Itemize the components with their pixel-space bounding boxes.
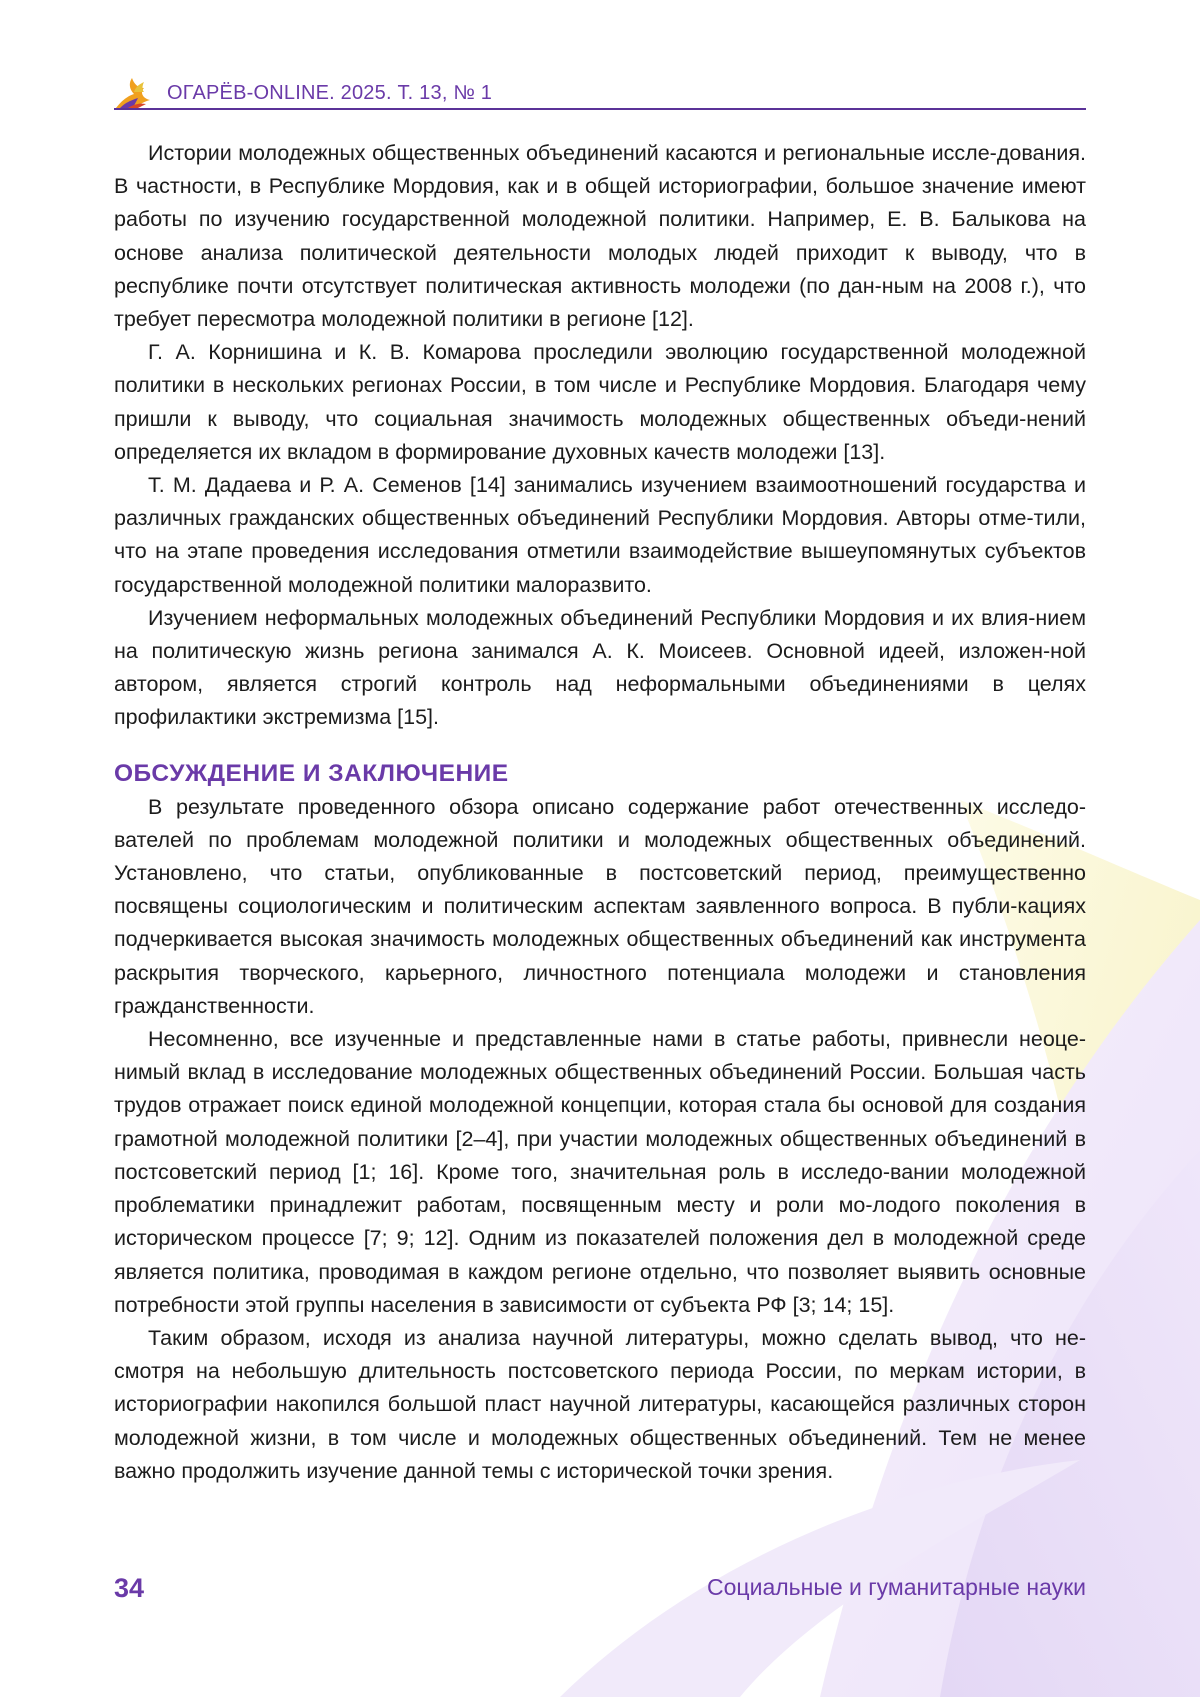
header-divider	[114, 108, 1086, 110]
feather-flame-logo-icon	[114, 76, 154, 110]
footer-section-name: Социальные и гуманитарные науки	[707, 1574, 1086, 1601]
body-paragraph: Изучением неформальных молодежных объединений Республики Мордовия и их влия-нием на политическую жизнь региона занимался А. К. Моисеев. Основной идеей, изложен-ной автором, является строгий контроль над неформальными объединениями в целях профилактики экстремизма [15].	[114, 602, 1086, 735]
running-header	[114, 76, 1086, 110]
body-paragraph: Г. А. Корнишина и К. В. Комарова проследили эволюцию государственной молодежной политики в нескольких регионах России, в том числе и Республике Мордовия. Благодаря чему пришли к выводу, что социальная значимость молодежных общественных объеди-нений определяется их вкладом в формирование духовных качеств молодежи [13].	[114, 336, 1086, 469]
body-paragraph: В результате проведенного обзора описано содержание работ отечественных исследо-вателей по проблемам молодежной политики и молодежных общественных объединений. Установлено, что статьи, опубликованные в постсоветский период, преимущественно посвящены социологическим и политическим аспектам заявленного вопроса. В публи-кациях подчеркивается высокая значимость молодежных общественных объединений как инструмента раскрытия творческого, карьерного, личностного потенциала молодежи и становления гражданственности.	[114, 791, 1086, 1023]
article-body	[114, 137, 1086, 1488]
body-paragraph: Истории молодежных общественных объединений касаются и региональные иссле-дования. В частности, в Республике Мордовия, как и в общей историографии, большое значение имеют работы по изучению государственной молодежной политики. Например, Е. В. Балыкова на основе анализа политической деятельности молодых людей приходит к выводу, что в республике почти отсутствует политическая активность молодежи (по дан-ным на 2008 г.), что требует пересмотра молодежной политики в регионе [12].	[114, 137, 1086, 336]
body-paragraph: Т. М. Дадаева и Р. А. Семенов [14] занимались изучением взаимоотношений государства и различных гражданских общественных объединений Республики Мордовия. Авторы отме-тили, что на этапе проведения исследования отметили взаимодействие вышеупомянутых субъектов государственной молодежной политики малоразвито.	[114, 469, 1086, 602]
body-paragraph: Таким образом, исходя из анализа научной литературы, можно сделать вывод, что не-смотря на небольшую длительность постсоветского периода России, по меркам истории, в историографии накопился большой пласт научной литературы, касающейся различных сторон молодежной жизни, в том числе и молодежных общественных объединений. Тем не менее важно продолжить изучение данной темы с исторической точки зрения.	[114, 1322, 1086, 1488]
body-paragraph: Несомненно, все изученные и представленные нами в статье работы, привнесли неоце-нимый вклад в исследование молодежных общественных объединений России. Большая часть трудов отражает поиск единой молодежной концепции, которая стала бы основой для создания грамотной молодежной политики [2–4], при участии молодежных общественных объединений в постсоветский период [1; 16]. Кроме того, значительная роль в исследо-вании молодежной проблематики принадлежит работам, посвященным месту и роли мо-лодого поколения в историческом процессе [7; 9; 12]. Одним из показателей положения дел в молодежной среде является политика, проводимая в каждом регионе отдельно, что позволяет выявить основные потребности этой группы населения в зависимости от субъекта РФ [3; 14; 15].	[114, 1023, 1086, 1322]
page-number: 34	[114, 1573, 144, 1604]
journal-title: ОГАРЁВ-ONLINE. 2025. Т. 13, № 1	[167, 82, 492, 105]
section-heading: ОБСУЖДЕНИЕ И ЗАКЛЮЧЕНИЕ	[114, 759, 1086, 789]
page	[0, 0, 1200, 1697]
